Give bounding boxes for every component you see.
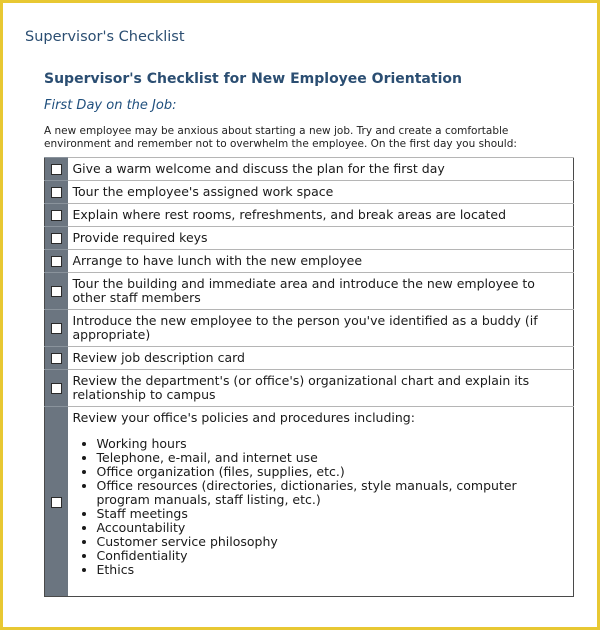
checkbox-cell [45, 370, 68, 407]
checkbox[interactable] [51, 497, 62, 508]
checklist-item-text: Tour the employee's assigned work space [68, 181, 574, 204]
checkbox[interactable] [51, 233, 62, 244]
list-item: • Office organization (files, supplies, etc.) [97, 465, 570, 479]
checklist-row [45, 370, 574, 407]
content-area [44, 69, 576, 597]
checkbox-cell [45, 250, 68, 273]
checklist-row [45, 158, 574, 181]
section-title: Supervisor's Checklist for New Employee Orientation [44, 71, 462, 87]
checklist-row [45, 204, 574, 227]
checkbox[interactable] [51, 164, 62, 175]
checkbox-cell [45, 310, 68, 347]
checklist-row [45, 347, 574, 370]
checkbox-cell [45, 347, 68, 370]
document-title: Supervisor's Checklist [25, 29, 185, 45]
checkbox[interactable] [51, 256, 62, 267]
checklist-table [44, 157, 574, 597]
checklist-item-text: Review the department's (or office's) organizational chart and explain its relationship to campus [68, 370, 574, 407]
checklist-item-text: Provide required keys [68, 227, 574, 250]
checklist-item-text: Tour the building and immediate area and introduce the new employee to other staff members [68, 273, 574, 310]
checklist-row [45, 250, 574, 273]
checklist-row [45, 181, 574, 204]
list-item: • Working hours [97, 437, 570, 451]
checklist-row [45, 310, 574, 347]
checkbox[interactable] [51, 187, 62, 198]
checklist-item-text: Review your office's policies and procedures including: [72, 410, 415, 425]
list-item: • Office resources (directories, dictionaries, style manuals, computer program manuals, staff listing, etc.) [97, 479, 570, 507]
checkbox-cell [45, 181, 68, 204]
checklist-item-text: Arrange to have lunch with the new employee [68, 250, 574, 273]
list-item: • Confidentiality [97, 549, 570, 563]
checkbox-cell [45, 227, 68, 250]
checklist-row-policies [45, 407, 574, 597]
list-item: • Accountability [97, 521, 570, 535]
checklist-row [45, 273, 574, 310]
checkbox[interactable] [51, 210, 62, 221]
list-item: • Customer service philosophy [97, 535, 570, 549]
checklist-item-text: Introduce the new employee to the person you've identified as a buddy (if appropriate) [68, 310, 574, 347]
list-item: • Staff meetings [97, 507, 570, 521]
checkbox[interactable] [51, 383, 62, 394]
policies-list [73, 437, 570, 577]
checklist-row [45, 227, 574, 250]
checklist-item-text: Review job description card [68, 347, 574, 370]
list-item: • Ethics [97, 563, 570, 577]
checkbox-cell [45, 204, 68, 227]
checkbox-cell [45, 407, 68, 597]
subtitle: First Day on the Job: [44, 98, 177, 113]
checklist-item-text: Give a warm welcome and discuss the plan for the first day [68, 158, 574, 181]
checkbox-cell [45, 158, 68, 181]
checklist-item-text: Explain where rest rooms, refreshments, and break areas are located [68, 204, 574, 227]
checkbox-cell [45, 273, 68, 310]
list-item: • Telephone, e-mail, and internet use [97, 451, 570, 465]
intro-paragraph: A new employee may be anxious about starting a new job. Try and create a comfortable environment and remember not to overwhelm the employee. On the first day you should: [44, 125, 517, 150]
policies-cell [68, 407, 574, 597]
checkbox[interactable] [51, 286, 62, 297]
checkbox[interactable] [51, 323, 62, 334]
checkbox[interactable] [51, 353, 62, 364]
